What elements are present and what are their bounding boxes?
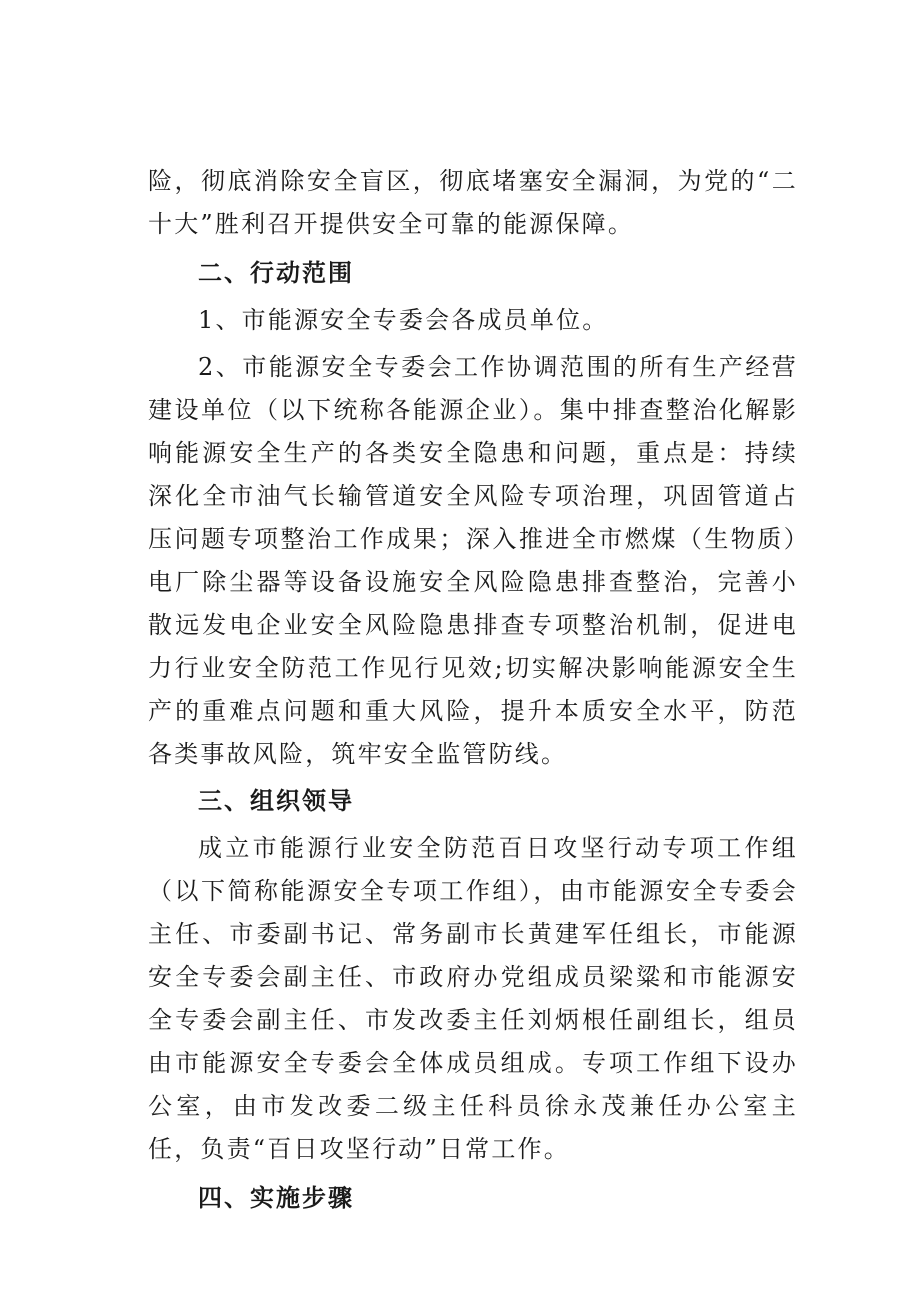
leadership-paragraph: 成立市能源行业安全防范百日攻坚行动专项工作组（以下简称能源安全专项工作组），由市能源安全专委会主任、市委副书记、常务副市长黄建军任组长，市能源安全专委会副主任、市政府办党组成员梁粱和市能源安全专委会副主任、市发改委主任刘炳根任副组长，组员由市能源安全专委会全体成员组成。专项工作组下设办公室，由市发改委二级主任科员徐永茂兼任办公室主任，负责“百日攻坚行动”日常工作。: [148, 834, 798, 1163]
continuation-paragraph: 险，彻底消除安全盲区，彻底堵塞安全漏洞，为党的“二十大”胜利召开提供安全可靠的能源保障。: [148, 167, 798, 238]
section-heading-scope: 二、行动范围: [198, 259, 354, 287]
section-heading-leadership: 三、组织领导: [198, 787, 354, 815]
scope-item-2: 2、市能源安全专委会工作协调范围的所有生产经营建设单位（以下统称各能源企业）。集中排查整治化解影响能源安全生产的各类安全隐患和问题，重点是：持续深化全市油气长输管道安全风险专项治理，巩固管道占压问题专项整治工作成果；深入推进全市燃煤（生物质）电厂除尘器等设备设施安全风险隐患排查整治，完善小散远发电企业安全风险隐患排查专项整治机制，促进电力行业安全防范工作见行见效;切实解决影响能源安全生产的重难点问题和重大风险，提升本质安全水平，防范各类事故风险，筑牢安全监管防线。: [148, 353, 798, 768]
scope-item-1: 1、市能源安全专委会各成员单位。: [198, 306, 609, 334]
document-body: [148, 160, 798, 1220]
section-heading-steps: 四、实施步骤: [198, 1184, 354, 1212]
